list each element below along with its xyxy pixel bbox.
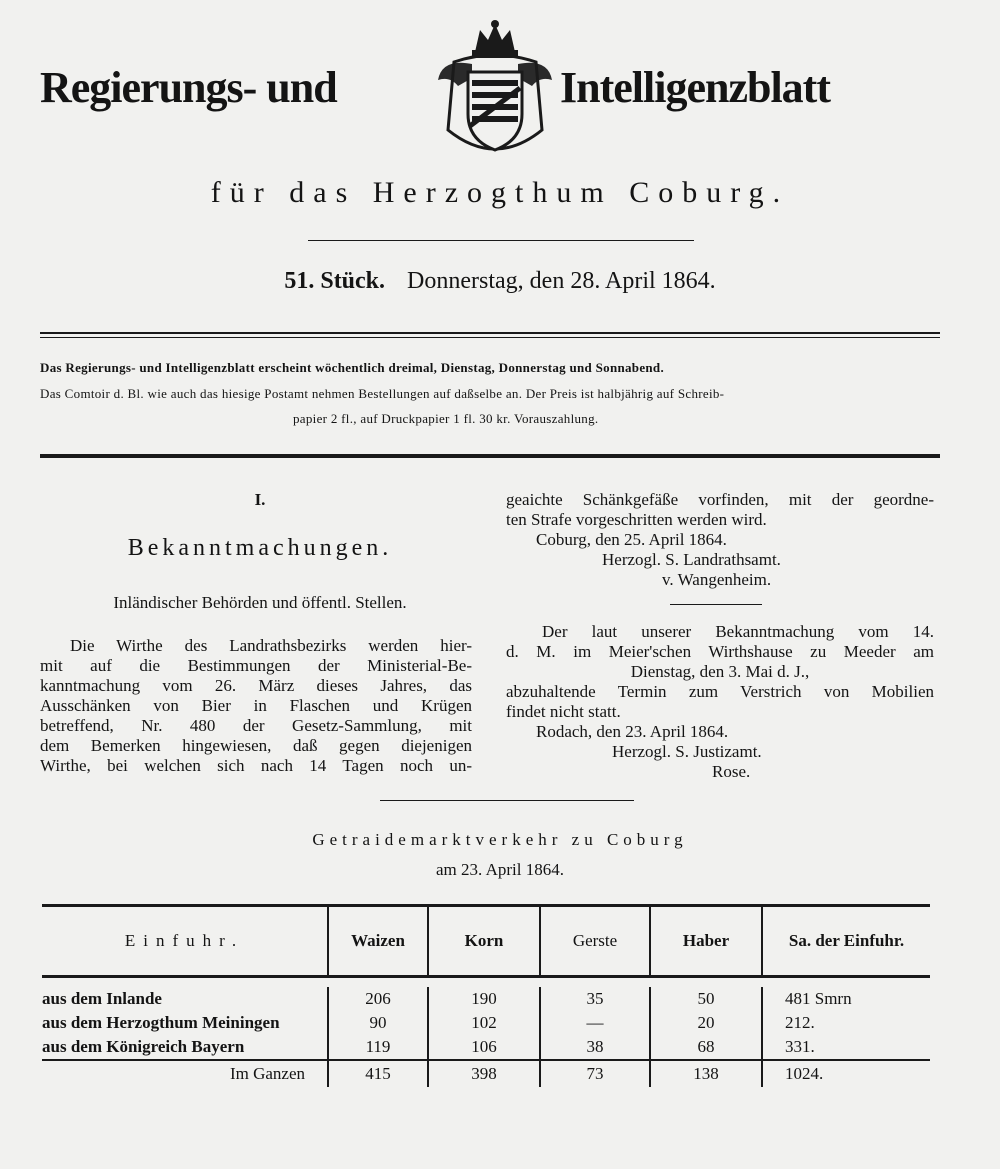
paragraph-line: Ausschänken von Bier in Flaschen und Krügen xyxy=(40,696,472,715)
total-summe: 1024. xyxy=(762,1060,930,1087)
cell-summe: 331. xyxy=(785,1036,815,1056)
cell-haber: 68 xyxy=(650,1035,762,1060)
subtitle-divider xyxy=(308,240,694,241)
total-haber: 138 xyxy=(650,1060,762,1087)
paragraph-line: Der laut unserer Bekanntmachung vom 14. xyxy=(542,622,934,641)
masthead-subtitle: für das Herzogthum Coburg. xyxy=(210,176,790,209)
paragraph-line: abzuhaltende Termin zum Verstrich von Mobilien xyxy=(506,682,934,701)
cell-korn: 106 xyxy=(428,1035,540,1060)
row-label: aus dem Königreich Bayern xyxy=(42,1035,328,1060)
market-divider xyxy=(380,800,634,801)
signature: Rose. xyxy=(712,762,751,781)
col-header-korn: Korn xyxy=(428,906,540,977)
issue-date: Donnerstag, den 28. April 1864. xyxy=(407,268,716,294)
total-gerste: 73 xyxy=(540,1060,650,1087)
notice-top-rule-thin xyxy=(40,337,940,338)
paragraph-line: geaichte Schänkgefäße vorfinden, mit der geordne- xyxy=(506,490,934,509)
col-header-gerste: Gerste xyxy=(540,906,650,977)
masthead-title-right: Intelligenzblatt xyxy=(560,63,830,112)
notice-bottom-rule xyxy=(40,454,940,458)
row-label: aus dem Inlande xyxy=(42,987,328,1011)
issuing-office: Herzogl. S. Justizamt. xyxy=(612,742,762,761)
issue-line xyxy=(0,268,1000,295)
cell-summe: 481 Smrn xyxy=(785,988,852,1008)
col-header-summe: Sa. der Einfuhr. xyxy=(762,906,930,977)
row-label: aus dem Herzogthum Meiningen xyxy=(42,1011,328,1035)
column-divider xyxy=(670,604,762,605)
subsection-title: Inländischer Behörden und öffentl. Stellen. xyxy=(113,593,407,612)
right-notice-1 xyxy=(506,490,934,590)
table-header-row xyxy=(42,906,930,977)
issue-number: 51. Stück. xyxy=(284,268,386,294)
col-header-einfuhr: Einfuhr. xyxy=(42,906,328,977)
paragraph-line: Wirthe, bei welchen sich nach 14 Tagen noch un- xyxy=(40,756,472,775)
signature: v. Wangenheim. xyxy=(662,570,772,589)
cell-korn: 190 xyxy=(428,987,540,1011)
paragraph-line: mit auf die Bestimmungen der Ministerial-Be- xyxy=(40,656,472,675)
issuing-office: Herzogl. S. Landrathsamt. xyxy=(602,550,781,569)
total-waizen: 415 xyxy=(328,1060,428,1087)
left-paragraph xyxy=(40,636,472,776)
notice-line-1: Das Regierungs- und Intelligenzblatt erscheint wöchentlich dreimal, Dienstag, Donnerstag und Sonnabend. xyxy=(40,360,665,375)
paragraph-line: dem Bemerken hingewiesen, daß gegen diejenigen xyxy=(40,736,472,755)
total-label: Im Ganzen xyxy=(42,1060,328,1087)
cell-haber: 50 xyxy=(650,987,762,1011)
notice-line-2: Das Comtoir d. Bl. wie auch das hiesige Postamt nehmen Bestellungen auf daßselbe an. Der Preis ist halbjährig auf Schreib- xyxy=(40,386,725,401)
coat-of-arms-icon xyxy=(432,18,558,160)
cell-waizen: 90 xyxy=(328,1011,428,1035)
table-row xyxy=(42,987,930,1011)
paragraph-line: findet nicht statt. xyxy=(506,702,621,721)
cell-summe: 212. xyxy=(785,1012,815,1032)
masthead-title-left: Regierungs- und xyxy=(40,63,337,112)
notice-top-rule xyxy=(40,332,940,334)
section-number: I. xyxy=(254,490,266,509)
cell-gerste: 38 xyxy=(540,1035,650,1060)
section-title: Bekanntmachungen. xyxy=(127,535,393,561)
cell-waizen: 119 xyxy=(328,1035,428,1060)
total-korn: 398 xyxy=(428,1060,540,1087)
paragraph-line: Die Wirthe des Landrathsbezirks werden hier- xyxy=(70,636,472,655)
cell-gerste: 35 xyxy=(540,987,650,1011)
market-title: Getraidemarktverkehr zu Coburg xyxy=(312,830,688,849)
table-total-row xyxy=(42,1060,930,1087)
market-date: am 23. April 1864. xyxy=(436,860,564,879)
grain-market-table xyxy=(42,904,930,1087)
col-header-haber: Haber xyxy=(650,906,762,977)
table-row xyxy=(42,1035,930,1060)
cell-haber: 20 xyxy=(650,1011,762,1035)
table-row xyxy=(42,1011,930,1035)
paragraph-line: Dienstag, den 3. Mai d. J., xyxy=(630,662,810,681)
cell-korn: 102 xyxy=(428,1011,540,1035)
paragraph-line: betreffend, Nr. 480 der Gesetz-Sammlung, mit xyxy=(40,716,472,735)
paragraph-line: d. M. im Meier'schen Wirthshause zu Meeder am xyxy=(506,642,934,661)
paragraph-line: kanntmachung vom 26. März dieses Jahres, das xyxy=(40,676,472,695)
place-date: Rodach, den 23. April 1864. xyxy=(536,722,729,741)
paragraph-line: ten Strafe vorgeschritten werden wird. xyxy=(506,510,767,529)
right-notice-2 xyxy=(506,622,934,782)
place-date: Coburg, den 25. April 1864. xyxy=(536,530,727,549)
cell-gerste: — xyxy=(540,1011,650,1035)
col-header-waizen: Waizen xyxy=(328,906,428,977)
notice-line-3: papier 2 fl., auf Druckpapier 1 fl. 30 kr. Vorauszahlung. xyxy=(293,411,599,426)
cell-waizen: 206 xyxy=(328,987,428,1011)
